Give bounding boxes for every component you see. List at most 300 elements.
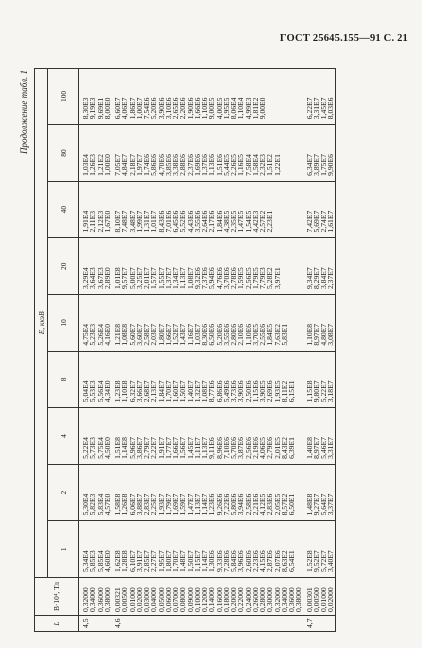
table-cell: 3,97E1: [272, 267, 282, 290]
table-cell: 7,48E7: [120, 210, 130, 233]
table-cell: 3,08E7: [326, 323, 336, 346]
table-cell: 8,30E3: [81, 97, 90, 120]
table-cell: 1,66E7: [163, 323, 173, 346]
table-cell: 5,34E4: [81, 550, 90, 572]
table-cell: 1,58E8: [113, 493, 122, 516]
energy-header-20: 20: [48, 238, 79, 295]
table-cell: 1,45E7: [185, 437, 195, 459]
table-cell: 4,75E4: [81, 323, 90, 346]
b-value: 0,34000: [88, 587, 98, 612]
table-cell: 8,63E2: [279, 550, 289, 572]
value-column-40: [79, 181, 112, 238]
table-cell: 3,48E7: [127, 210, 137, 233]
energy-header-8: 8: [48, 351, 79, 408]
table-cell: 1,22E1: [272, 154, 282, 176]
table-cell: 3,55E6: [221, 323, 231, 346]
table-cell: 3,90E6: [236, 380, 246, 403]
b-value: 0,28000: [258, 587, 267, 612]
table-cell: 1,84E7: [156, 380, 166, 403]
table-cell: 2,68E7: [142, 380, 151, 403]
table-cell: 4,50E0: [102, 437, 112, 459]
table-cell: 2,22E7: [149, 437, 159, 459]
table-cell: 1,79E7: [163, 493, 173, 516]
table-body: [79, 68, 336, 631]
table-cell: 5,80E6: [229, 493, 238, 516]
value-column-4: [79, 408, 112, 465]
table-cell: 1,26E3: [88, 154, 98, 176]
table-cell: 1,55E7: [156, 267, 166, 290]
value-column-40: [111, 181, 303, 238]
table-cell: 1,26E8: [120, 493, 130, 516]
table-cell: 5,83E1: [279, 323, 289, 346]
table-cell: 1,13E7: [200, 437, 209, 459]
table-cell: 1,32E7: [192, 380, 202, 403]
table-cell: 5,30E4: [81, 493, 90, 516]
table-cell: 1,84E5: [265, 323, 275, 346]
table-cell: 3,70E6: [221, 267, 231, 290]
table-cell: 3,90E5: [258, 380, 267, 403]
table-cell: 1,21E2: [95, 154, 105, 176]
table-cell: 2,21E6: [250, 493, 260, 516]
b-value: 0,36000: [287, 587, 296, 612]
table-cell: 2,01E7: [142, 267, 151, 290]
table-cell: 1,66E7: [171, 437, 180, 459]
table-cell: 6,15E1: [287, 380, 296, 403]
table-cell: 2,56E6: [243, 437, 253, 459]
table-cell: 2,18E7: [127, 154, 137, 176]
table-cell: 5,56E4: [95, 380, 105, 403]
table-cell: 4,00E5: [214, 97, 224, 120]
table-cell: 5,96E7: [127, 437, 137, 459]
b-value: 0,01000: [127, 587, 137, 612]
l-value: 4,7: [303, 616, 336, 632]
b-value: 0,08000: [178, 587, 188, 612]
table-cell: 1,34E7: [171, 267, 180, 290]
table-cell: 2,17E6: [207, 210, 217, 233]
table-cell: 5,53E3: [88, 380, 98, 403]
table-cell: 3,66E7: [134, 380, 144, 403]
table-cell: 1,51E8: [113, 437, 122, 459]
table-cell: 2,89E0: [102, 267, 112, 290]
table-cell: 1,37E7: [163, 267, 173, 290]
energy-header-1: 1: [48, 521, 79, 578]
table-cell: 1,01E8: [113, 267, 122, 290]
b-value: 0,14000: [207, 587, 217, 612]
energy-header-10: 10: [48, 295, 79, 352]
table-cell: 6,32E7: [127, 380, 137, 403]
table-cell: 5,70E6: [229, 437, 238, 459]
b-value: 0,00301: [304, 587, 314, 612]
table-cell: 1,93E5: [272, 380, 282, 403]
table-cell: 1,14E7: [200, 493, 209, 516]
table-cell: 2,35E5: [229, 210, 238, 233]
table-cell: 1,84E6: [214, 210, 224, 233]
table-cell: 1,47E7: [185, 493, 195, 516]
table-cell: 1,91E4: [81, 210, 90, 233]
l-value: 4,5: [79, 616, 112, 632]
b-value: 0,09000: [185, 587, 195, 612]
table-cell: 1,28E8: [120, 550, 130, 572]
energy-header-40: 40: [48, 181, 79, 238]
table-cell: 7,54E6: [142, 97, 151, 120]
table-cell: 1,10E6: [243, 323, 253, 346]
table-cell: 1,23E8: [113, 380, 122, 403]
table-cell: 1,91E7: [156, 437, 166, 459]
b-values: [303, 578, 336, 616]
table-cell: 9,90E6: [326, 154, 336, 176]
table-cell: 1,43E7: [178, 323, 188, 346]
b-value: 0,38000: [294, 587, 304, 612]
value-column-2: [79, 464, 112, 521]
table-cell: 2,01E5: [272, 437, 282, 459]
table-cell: 3,25E7: [134, 267, 144, 290]
table-cell: 3,64E3: [88, 267, 98, 290]
l-value: 4,6: [111, 616, 303, 632]
table-cell: 7,01E6: [163, 210, 173, 233]
table-cell: 2,58E7: [142, 323, 151, 346]
table-cell: 1,69E6: [192, 154, 202, 176]
value-column-100: [111, 68, 303, 125]
table-cell: 3,85E6: [163, 154, 173, 176]
table-cell: 1,00E7: [134, 97, 144, 120]
table-cell: 5,46E7: [319, 437, 328, 459]
value-column-1: [79, 521, 112, 578]
b-value: 0,00500: [120, 587, 130, 612]
energy-header-80: 80: [48, 125, 79, 182]
value-column-2: [111, 464, 303, 521]
table-cell: 5,23E3: [88, 323, 98, 346]
table-cell: 1,47E5: [236, 210, 246, 233]
table-cell: 3,88E7: [134, 493, 144, 516]
table-cell: 9,57E7: [120, 267, 130, 290]
table-cell: 9,52E7: [311, 550, 321, 572]
table-cell: 2,27E7: [149, 550, 159, 572]
table-cell: 8,77E6: [207, 380, 217, 403]
value-column-10: [111, 295, 303, 352]
table-cell: 2,58E6: [243, 493, 253, 516]
table-cell: 1,66E6: [192, 97, 202, 120]
table-cell: 7,28E6: [221, 550, 231, 572]
b-value: 0,00500: [311, 587, 321, 612]
table-cell: 1,74E6: [142, 154, 151, 176]
b-value: 0,03000: [142, 587, 151, 612]
table-cell: 5,22E4: [81, 437, 90, 459]
table-cell: 5,82E3: [88, 493, 98, 516]
table-cell: 2,80E6: [229, 323, 238, 346]
table-cell: 6,34E7: [304, 154, 314, 176]
table-cell: 2,50E6: [243, 380, 253, 403]
table-cell: 8,43E2: [279, 437, 289, 459]
table-cell: 5,52E6: [178, 210, 188, 233]
table-cell: 2,12E3: [95, 210, 105, 233]
b-value: 0,05000: [156, 587, 166, 612]
b-value: 0,04000: [149, 587, 159, 612]
table-cell: 6,06E7: [127, 493, 137, 516]
value-column-1: [303, 521, 336, 578]
table-cell: 3,55E6: [192, 210, 202, 233]
column-header-L: L: [35, 616, 79, 632]
b-value: 0,36000: [95, 587, 105, 612]
b-value: 0,20000: [229, 587, 238, 612]
table-cell: 9,26E6: [214, 493, 224, 516]
table-cell: 4,76E6: [214, 267, 224, 290]
b-values: [111, 578, 303, 616]
table-cell: 5,04E4: [81, 380, 90, 403]
table-group-row: [79, 68, 112, 631]
table-cell: 6,45E6: [171, 210, 180, 233]
table-cell: 4,70E6: [156, 154, 166, 176]
table-cell: 1,57E7: [149, 267, 159, 290]
table-cell: 3,96E6: [236, 550, 246, 572]
table-cell: 2,23E1: [265, 210, 275, 233]
table-cell: 2,69E6: [265, 380, 275, 403]
table-cell: 4,43E6: [185, 210, 195, 233]
table-cell: 2,07E6: [272, 550, 282, 572]
table-cell: 1,80E7: [163, 550, 173, 572]
table-cell: 2,05E5: [272, 493, 282, 516]
table-cell: 1,51E2: [265, 154, 275, 176]
value-column-20: [303, 238, 336, 295]
table-cell: 9,27E7: [311, 493, 321, 516]
b-value: 0,26000: [250, 587, 260, 612]
value-column-20: [111, 238, 303, 295]
table-cell: 1,50E7: [185, 550, 195, 572]
table-cell: 1,60E7: [171, 380, 180, 403]
table-cell: 6,39E1: [287, 437, 296, 459]
energy-header-2: 2: [48, 464, 79, 521]
value-column-80: [79, 125, 112, 182]
table-cell: 1,10E6: [200, 97, 209, 120]
value-column-8: [79, 351, 112, 408]
table-cell: 9,00E0: [258, 97, 267, 120]
b-value: 0,38000: [102, 587, 112, 612]
table-cell: 1,08E7: [185, 267, 195, 290]
value-column-100: [79, 68, 112, 125]
table-cell: 3,89E7: [311, 154, 321, 176]
table-cell: 5,72E7: [319, 550, 328, 572]
table-cell: 2,32E3: [258, 154, 267, 176]
table-cell: 2,57E2: [258, 210, 267, 233]
table-cell: 3,70E5: [250, 323, 260, 346]
table-cell: 1,16E5: [236, 154, 246, 176]
value-column-4: [303, 408, 336, 465]
table-cell: 4,15E6: [258, 550, 267, 572]
table-cell: 4,57E0: [102, 493, 112, 516]
table-cell: 8,29E7: [311, 267, 321, 290]
table-cell: 3,91E7: [134, 550, 144, 572]
table-cell: 2,78E6: [229, 267, 238, 290]
table-cell: 2,13E7: [149, 380, 159, 403]
table-cell: 1,61E7: [326, 210, 336, 233]
b-value: 0,32000: [272, 587, 282, 612]
table-cell: 5,69E7: [311, 210, 321, 233]
table-cell: 6,50E1: [287, 493, 296, 516]
table-cell: 1,30E6: [207, 550, 217, 572]
table-cell: 5,00E7: [127, 267, 137, 290]
value-column-40: [303, 181, 336, 238]
table-cell: 4,16E0: [102, 323, 112, 346]
table-cell: 1,16E7: [185, 323, 195, 346]
table-cell: 5,94E6: [207, 267, 217, 290]
table-cell: 3,84E7: [319, 267, 328, 290]
table-cell: 7,10E6: [221, 437, 231, 459]
page-header: ГОСТ 25645.155—91 С. 21: [279, 33, 408, 44]
b-value: 0,34000: [279, 587, 289, 612]
table-cell: 1,13E6: [207, 154, 217, 176]
table-cell: 5,84E6: [229, 550, 238, 572]
table-cell: 1,99E7: [134, 210, 144, 233]
b-value: 0,18000: [221, 587, 231, 612]
b-value: 0,02000: [134, 587, 144, 612]
table-cell: 7,63E2: [272, 323, 282, 346]
table-cell: 2,60E6: [243, 550, 253, 572]
data-table: [34, 68, 336, 632]
table-cell: 8,06E4: [229, 97, 238, 120]
table-cell: 1,90E6: [185, 97, 195, 120]
table-cell: 2,56E5: [243, 267, 253, 290]
table-cell: 2,64E6: [200, 210, 209, 233]
b-value: 0,02000: [326, 587, 336, 612]
table-cell: 1,10E4: [236, 97, 246, 120]
table-cell: 3,31E7: [311, 97, 321, 120]
table-cell: 1,86E7: [127, 97, 137, 120]
table-cell: 1,23E6: [207, 493, 217, 516]
table-cell: 1,10E8: [120, 380, 130, 403]
table-cell: 1,52E7: [171, 323, 180, 346]
table-cell: 1,59E7: [178, 493, 188, 516]
value-column-80: [111, 125, 303, 182]
table-cell: 8,96E6: [214, 437, 224, 459]
table-cell: 6,22E7: [304, 97, 314, 120]
table-cell: 2,87E6: [265, 550, 275, 572]
table-cell: 3,18E7: [326, 380, 336, 403]
table-cell: 5,44E5: [221, 154, 231, 176]
table-cell: 3,60E7: [134, 323, 144, 346]
value-column-80: [303, 125, 336, 182]
table-cell: 2,20E6: [178, 97, 188, 120]
table-cell: 6,54E1: [287, 550, 296, 572]
table-cell: 9,80E7: [311, 380, 321, 403]
energy-header-row: [48, 68, 79, 631]
table-cell: 1,58E4: [250, 154, 260, 176]
table-cell: 9,34E7: [304, 267, 314, 290]
table-cell: 5,86E6: [149, 154, 159, 176]
table-cell: 7,22E6: [221, 493, 231, 516]
table-cell: 5,64E7: [319, 493, 328, 516]
table-cell: 1,14E8: [120, 437, 130, 459]
table-cell: 5,60E7: [127, 323, 137, 346]
table-cell: 1,70E7: [163, 380, 173, 403]
table-cell: 6,50E6: [207, 323, 217, 346]
table-cell: 1,59E5: [236, 267, 246, 290]
table-cell: 1,80E7: [156, 323, 166, 346]
table-cell: 1,13E7: [178, 267, 188, 290]
table-cell: 3,67E3: [95, 267, 105, 290]
table-cell: 2,88E6: [178, 154, 188, 176]
table-cell: 1,21E8: [113, 323, 122, 346]
table-cell: 8,03E6: [326, 97, 336, 120]
table-group-row: [111, 68, 303, 631]
table-cell: 1,01E7: [149, 210, 159, 233]
table-cell: 5,75E4: [95, 437, 105, 459]
table-cell: 8,97E7: [311, 323, 321, 346]
column-header-B: В·10⁴, Тл: [35, 578, 79, 616]
table-cell: 1,37E6: [200, 154, 209, 176]
table-group-row: [303, 68, 336, 631]
table-cell: 4,99E3: [243, 97, 253, 120]
table-cell: 1,11E7: [192, 437, 202, 459]
table-cell: 2,55E6: [258, 323, 267, 346]
table-cell: 6,60E7: [113, 97, 122, 120]
table-cell: 4,42E3: [250, 210, 260, 233]
b-values: [79, 578, 112, 616]
table-cell: 4,38E5: [221, 210, 231, 233]
column-header-energy: E, ккэВ: [35, 68, 48, 577]
table-cell: 8,00E0: [102, 97, 112, 120]
table-cell: 1,03E7: [192, 323, 202, 346]
table-cell: 1,95E7: [156, 550, 166, 572]
table-cell: 1,40E8: [304, 437, 314, 459]
table-cell: 2,83E7: [142, 493, 151, 516]
value-column-10: [79, 295, 112, 352]
table-cell: 7,05E7: [113, 154, 122, 176]
b-value: 0,16000: [214, 587, 224, 612]
table-cell: 1,54E5: [243, 210, 253, 233]
table-cell: 5,85E4: [95, 550, 105, 572]
table-cell: 1,62E8: [113, 550, 122, 572]
table-caption: Продолжение табл. 1: [19, 70, 29, 154]
b-value: 0,06000: [163, 587, 173, 612]
b-value: 0,32000: [81, 587, 90, 612]
value-column-8: [303, 351, 336, 408]
table-cell: 1,95E5: [221, 97, 231, 120]
b-value: 0,24000: [243, 587, 253, 612]
table-cell: 2,19E6: [250, 437, 260, 459]
table-cell: 2,23E6: [250, 550, 260, 572]
b-value: 0,01000: [319, 587, 328, 612]
b-value: 0,30000: [265, 587, 275, 612]
table-cell: 5,28E2: [265, 267, 275, 290]
table-cell: 7,79E3: [258, 267, 267, 290]
table-cell: 1,93E7: [156, 493, 166, 516]
table-cell: 1,45E7: [319, 97, 328, 120]
table-cell: 5,26E4: [95, 323, 105, 346]
table-cell: 4,60E0: [102, 550, 112, 572]
table-cell: 4,80E7: [319, 323, 328, 346]
table-cell: 1,15E7: [192, 550, 202, 572]
table-cell: 2,85E7: [142, 550, 151, 572]
table-cell: 2,11E3: [88, 210, 98, 233]
table-cell: 5,85E3: [88, 550, 98, 572]
value-column-2: [303, 464, 336, 521]
table-cell: 1,15E8: [304, 380, 314, 403]
table-cell: 5,83E4: [95, 493, 105, 516]
table-cell: 2,37E6: [185, 154, 195, 176]
table-cell: 4,06E5: [258, 437, 267, 459]
table-cell: 9,19E3: [88, 97, 98, 120]
table-cell: 2,37E7: [326, 267, 336, 290]
table-cell: 2,65E6: [171, 97, 180, 120]
table-cell: 5,49E6: [221, 380, 231, 403]
table-cell: 3,86E7: [134, 437, 144, 459]
table-cell: 8,30E6: [200, 323, 209, 346]
table-cell: 3,37E7: [326, 493, 336, 516]
table-cell: 3,31E7: [326, 437, 336, 459]
table-cell: 1,56E7: [178, 437, 188, 459]
table-cell: 2,03E7: [149, 323, 159, 346]
table-cell: 7,42E7: [304, 210, 314, 233]
table-cell: 1,08E7: [200, 380, 209, 403]
